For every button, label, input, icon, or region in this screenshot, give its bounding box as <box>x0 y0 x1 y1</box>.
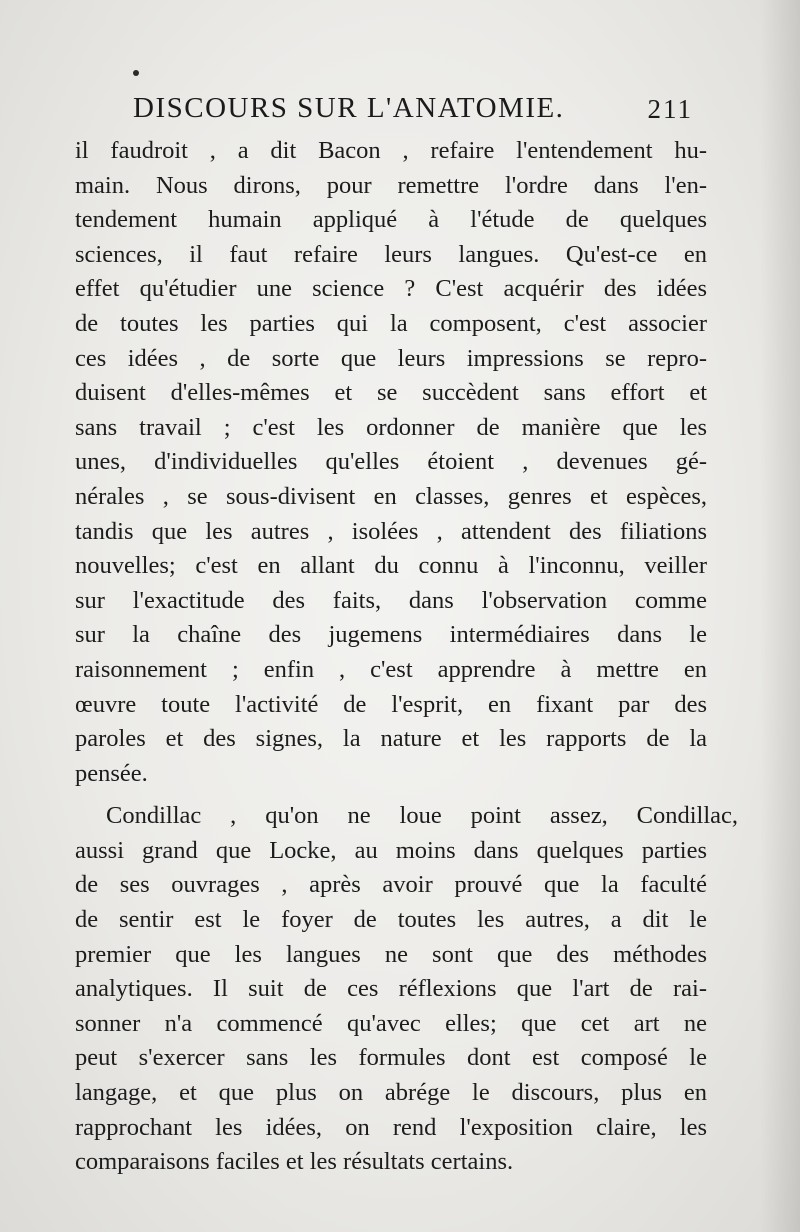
text-line: ces idées , de sorte que leurs impressions se repro- <box>75 344 707 372</box>
text-line: œuvre toute l'activité de l'esprit, en fixant par des <box>75 690 707 718</box>
running-head-title: DISCOURS SUR L'ANATOMIE. <box>133 92 565 124</box>
text-line: nouvelles; c'est en allant du connu à l'inconnu, veiller <box>75 552 707 580</box>
paragraph-1 <box>75 134 707 791</box>
text-line: sur l'exactitude des faits, dans l'observation comme <box>75 586 707 614</box>
text-line: de ses ouvrages , après avoir prouvé que la faculté <box>75 871 707 899</box>
text-line: unes, d'individuelles qu'elles étoient , devenues gé- <box>75 448 707 476</box>
text-line: sonner n'a commencé qu'avec elles; que cet art ne <box>75 1009 707 1037</box>
running-head <box>133 92 693 132</box>
text-line: langage, et que plus on abrége le discours, plus en <box>75 1079 707 1107</box>
text-line: analytiques. Il suit de ces réflexions que l'art de rai- <box>75 975 707 1003</box>
text-line: duisent d'elles-mêmes et se succèdent sans effort et <box>75 379 707 407</box>
paragraph-gap <box>75 791 707 799</box>
text-line: sciences, il faut refaire leurs langues. Qu'est-ce en <box>75 240 707 268</box>
text-line: tandis que les autres , isolées , attendent des filiations <box>75 517 707 545</box>
text-line: paroles et des signes, la nature et les rapports de la <box>75 725 707 753</box>
text-line: Condillac , qu'on ne loue point assez, Condillac, <box>106 802 738 830</box>
paragraph-2 <box>75 799 738 1180</box>
text-line: de toutes les parties qui la composent, c'est associer <box>75 309 707 337</box>
text-line: tendement humain appliqué à l'étude de quelques <box>75 206 707 234</box>
text-line: aussi grand que Locke, au moins dans quelques parties <box>75 836 707 864</box>
text-line: comparaisons faciles et les résultats certains. <box>75 1148 514 1176</box>
page-edge-shadow <box>760 0 800 1232</box>
text-line: sur la chaîne des jugemens intermédiaires dans le <box>75 621 707 649</box>
text-line: effet qu'étudier une science ? C'est acquérir des idées <box>75 275 707 303</box>
text-line: raisonnement ; enfin , c'est apprendre à mettre en <box>75 655 707 683</box>
page-number: 211 <box>647 94 693 124</box>
text-line: main. Nous dirons, pour remettre l'ordre dans l'en- <box>75 171 707 199</box>
text-line: il faudroit , a dit Bacon , refaire l'entendement hu- <box>75 137 707 164</box>
text-line: de sentir est le foyer de toutes les autres, a dit le <box>75 906 707 934</box>
text-line: nérales , se sous-divisent en classes, genres et espèces, <box>75 482 707 510</box>
text-line: pensée. <box>75 759 148 787</box>
text-line: peut s'exercer sans les formules dont est composé le <box>75 1044 707 1072</box>
ink-dot <box>133 70 139 76</box>
body-text <box>75 134 738 1180</box>
text-line: premier que les langues ne sont que des méthodes <box>75 940 707 968</box>
text-line: sans travail ; c'est les ordonner de manière que les <box>75 413 707 441</box>
text-line: rapprochant les idées, on rend l'exposition claire, les <box>75 1113 707 1141</box>
